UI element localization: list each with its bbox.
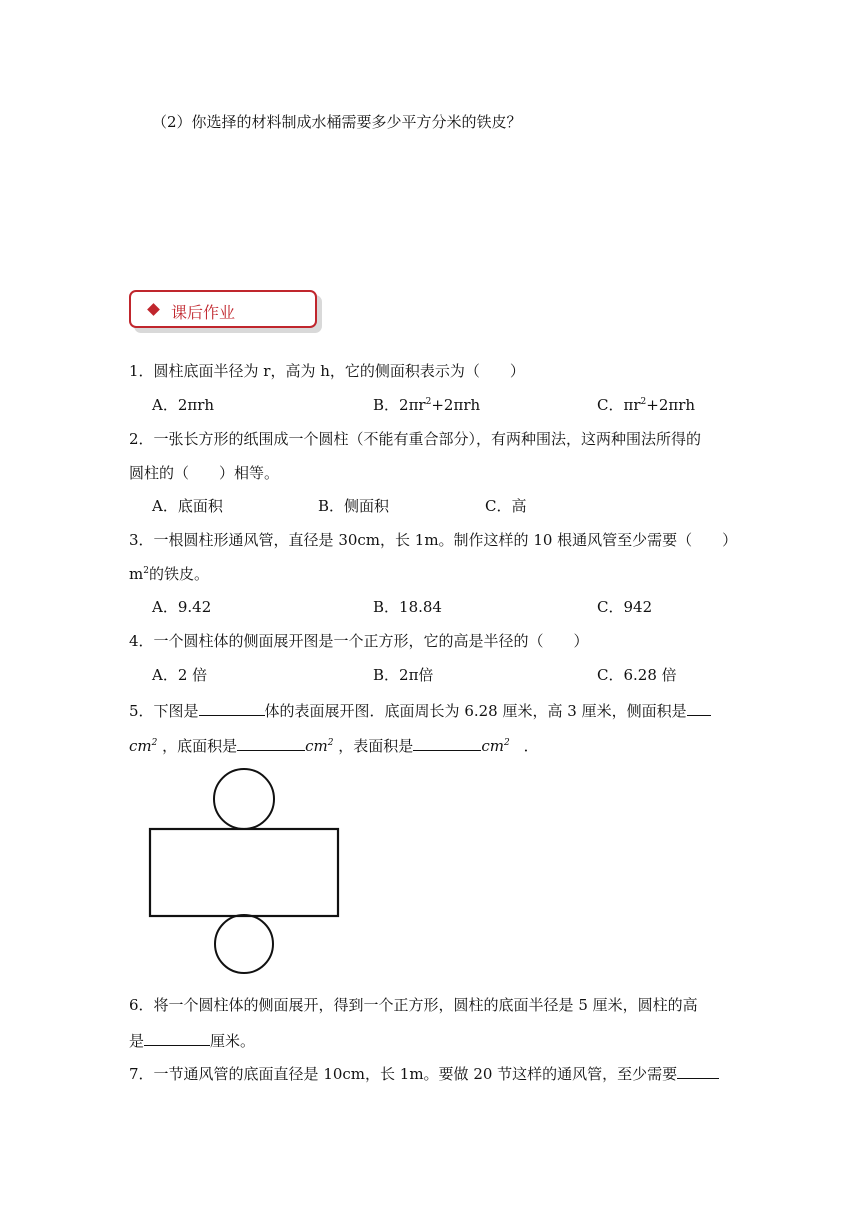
q5-blank-base-area[interactable] <box>237 734 305 751</box>
q2-stem-line1: 2．一张长方形的纸围成一个圆柱（不能有重合部分），有两种围法，这两种围法所得的 <box>129 430 702 448</box>
question-2-text: （2）你选择的材料制成水桶需要多少平方分米的铁皮？ <box>152 113 522 131</box>
q7-stem: 7．一节通风管的底面直径是 10cm，长 1m。要做 20 节这样的通风管，至少需要 <box>129 1062 719 1084</box>
q5-blank-shape[interactable] <box>199 699 265 716</box>
q6-stem-line1: 6．将一个圆柱体的侧面展开，得到一个正方形，圆柱的底面半径是 5 厘米，圆柱的高 <box>129 996 698 1014</box>
q4-option-a: A．2 倍 <box>152 666 208 684</box>
q5-line2: $cm^2$ ，底面积是 $cm^2$ ，表面积是 $cm^2$ ． <box>129 734 539 756</box>
bottom-base-circle <box>215 915 273 973</box>
q3-option-b: B．18.84 <box>373 598 442 616</box>
q2-option-b: B．侧面积 <box>318 497 390 515</box>
q4-option-b: B．2π倍 <box>373 666 434 684</box>
q3-stem-line1: 3．一根圆柱形通风管，直径是 30cm，长 1m。制作这样的 10 根通风管至少需要（ ） <box>129 531 738 549</box>
q6-stem-line2: 是 厘米。 <box>129 1029 255 1051</box>
q2-option-c: C．高 <box>485 497 527 515</box>
diamond-icon <box>147 303 160 316</box>
q1-stem: 1．圆柱底面半径为 r，高为 h，它的侧面积表示为（ ） <box>129 362 525 380</box>
q4-stem: 4．一个圆柱体的侧面展开图是一个正方形，它的高是半径的（ ） <box>129 632 589 650</box>
q6-blank-height[interactable] <box>144 1029 210 1046</box>
q5-blank-surface-area[interactable] <box>413 734 481 751</box>
q2-option-a: A．底面积 <box>152 497 223 515</box>
q3-option-a: A．9.42 <box>152 598 212 616</box>
q7-blank-area[interactable] <box>677 1062 719 1079</box>
lateral-rectangle <box>150 829 338 916</box>
section-badge <box>129 290 317 328</box>
q2-stem-line2: 圆柱的（ ）相等。 <box>129 464 280 482</box>
cylinder-net-diagram <box>140 765 350 980</box>
q5-blank-lateral-area[interactable] <box>687 699 711 716</box>
q3-stem-line2: $m^2$的铁皮。 <box>129 565 209 583</box>
section-badge-label: 课后作业 <box>171 303 236 322</box>
q5-line1: 5．下图是 体的表面展开图．底面周长为 6.28 厘米，高 3 厘米，侧面积是 <box>129 699 711 721</box>
q1-option-a: A．2πrh <box>152 396 215 414</box>
q4-option-c: C．6.28 倍 <box>597 666 677 684</box>
top-base-circle <box>214 769 274 829</box>
q3-option-c: C．942 <box>597 598 653 616</box>
q1-option-b: B．$2\pi r^2+2\pi rh$ <box>373 396 481 414</box>
q1-option-c: C．$\pi r^2+2\pi rh$ <box>597 396 696 414</box>
